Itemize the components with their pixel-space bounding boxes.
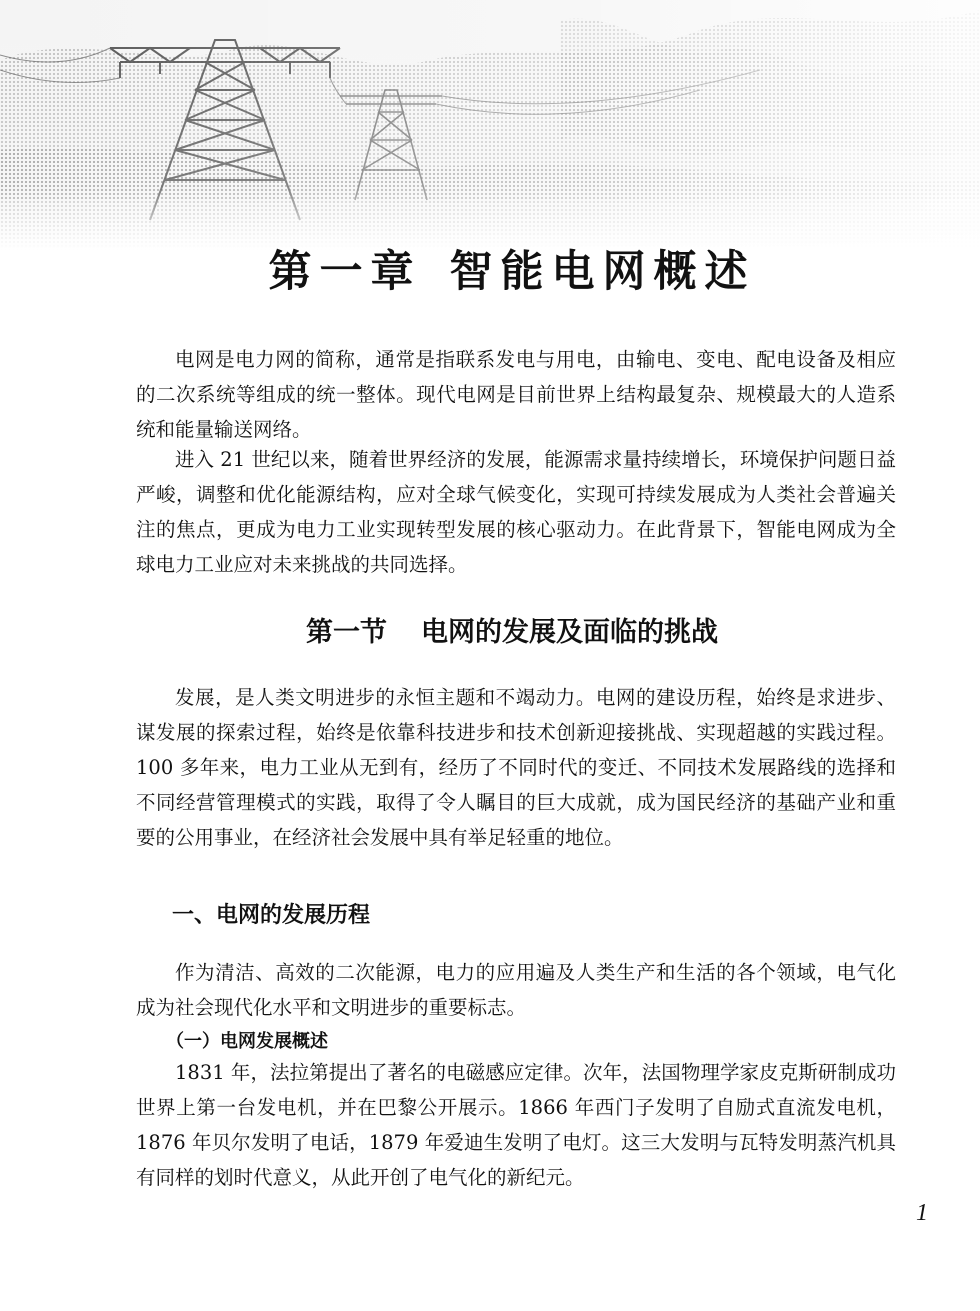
page-number: 1 (916, 1200, 928, 1226)
section-title (0, 610, 980, 649)
intro-paragraph-1: 电网是电力网的简称，通常是指联系发电与用电，由输电、变电、配电设备及相应的二次系统等组成的统一整体。现代电网是目前世界上结构最复杂、规模最大的人造系统和能量输送网络。 (136, 348, 896, 441)
transmission-tower-illustration (0, 0, 980, 250)
chapter-number: 第一章 (268, 247, 422, 297)
subsubsection-paragraph: 1831 年，法拉第提出了著名的电磁感应定律。次年，法国物理学家皮克斯研制成功世界上第一台发电机，并在巴黎公开展示。1866 年西门子发明了自励式直流发电机，1876 年贝尔发明了电话，1879 年爱迪生发明了电灯。这三大发明与瓦特发明蒸汽机具有同样的划时代意义，从此开创了电气化的新纪元。 (136, 1061, 896, 1189)
chapter-name: 智能电网概述 (449, 247, 756, 297)
subsection-paragraph: 作为清洁、高效的二次能源，电力的应用遍及人类生产和生活的各个领域，电气化成为社会现代化水平和文明进步的重要标志。 (136, 961, 896, 1019)
section-number: 第一节 (306, 617, 387, 648)
chapter-banner-image (0, 0, 980, 250)
section-name: 电网的发展及面临的挑战 (421, 617, 718, 648)
subsubsection-title: （一）电网发展概述 (166, 1031, 328, 1052)
intro-paragraph-2: 进入 21 世纪以来，随着世界经济的发展，能源需求量持续增长，环境保护问题日益严峻，调整和优化能源结构，应对全球气候变化，实现可持续发展成为人类社会普遍关注的焦点，更成为电力工业实现转型发展的核心驱动力。在此背景下，智能电网成为全球电力工业应对未来挑战的共同选择。 (136, 448, 896, 576)
section-paragraph: 发展，是人类文明进步的永恒主题和不竭动力。电网的建设历程，始终是求进步、谋发展的探索过程，始终是依靠科技进步和技术创新迎接挑战、实现超越的实践过程。100 多年来，电力工业从无到有，经历了不同时代的变迁、不同技术发展路线的选择和不同经营管理模式的实践，取得了令人瞩目的巨大成就，成为国民经济的基础产业和重要的公用事业，在经济社会发展中具有举足轻重的地位。 (136, 686, 896, 849)
subsection-title: 一、电网的发展历程 (172, 903, 371, 928)
chapter-title (0, 238, 980, 299)
